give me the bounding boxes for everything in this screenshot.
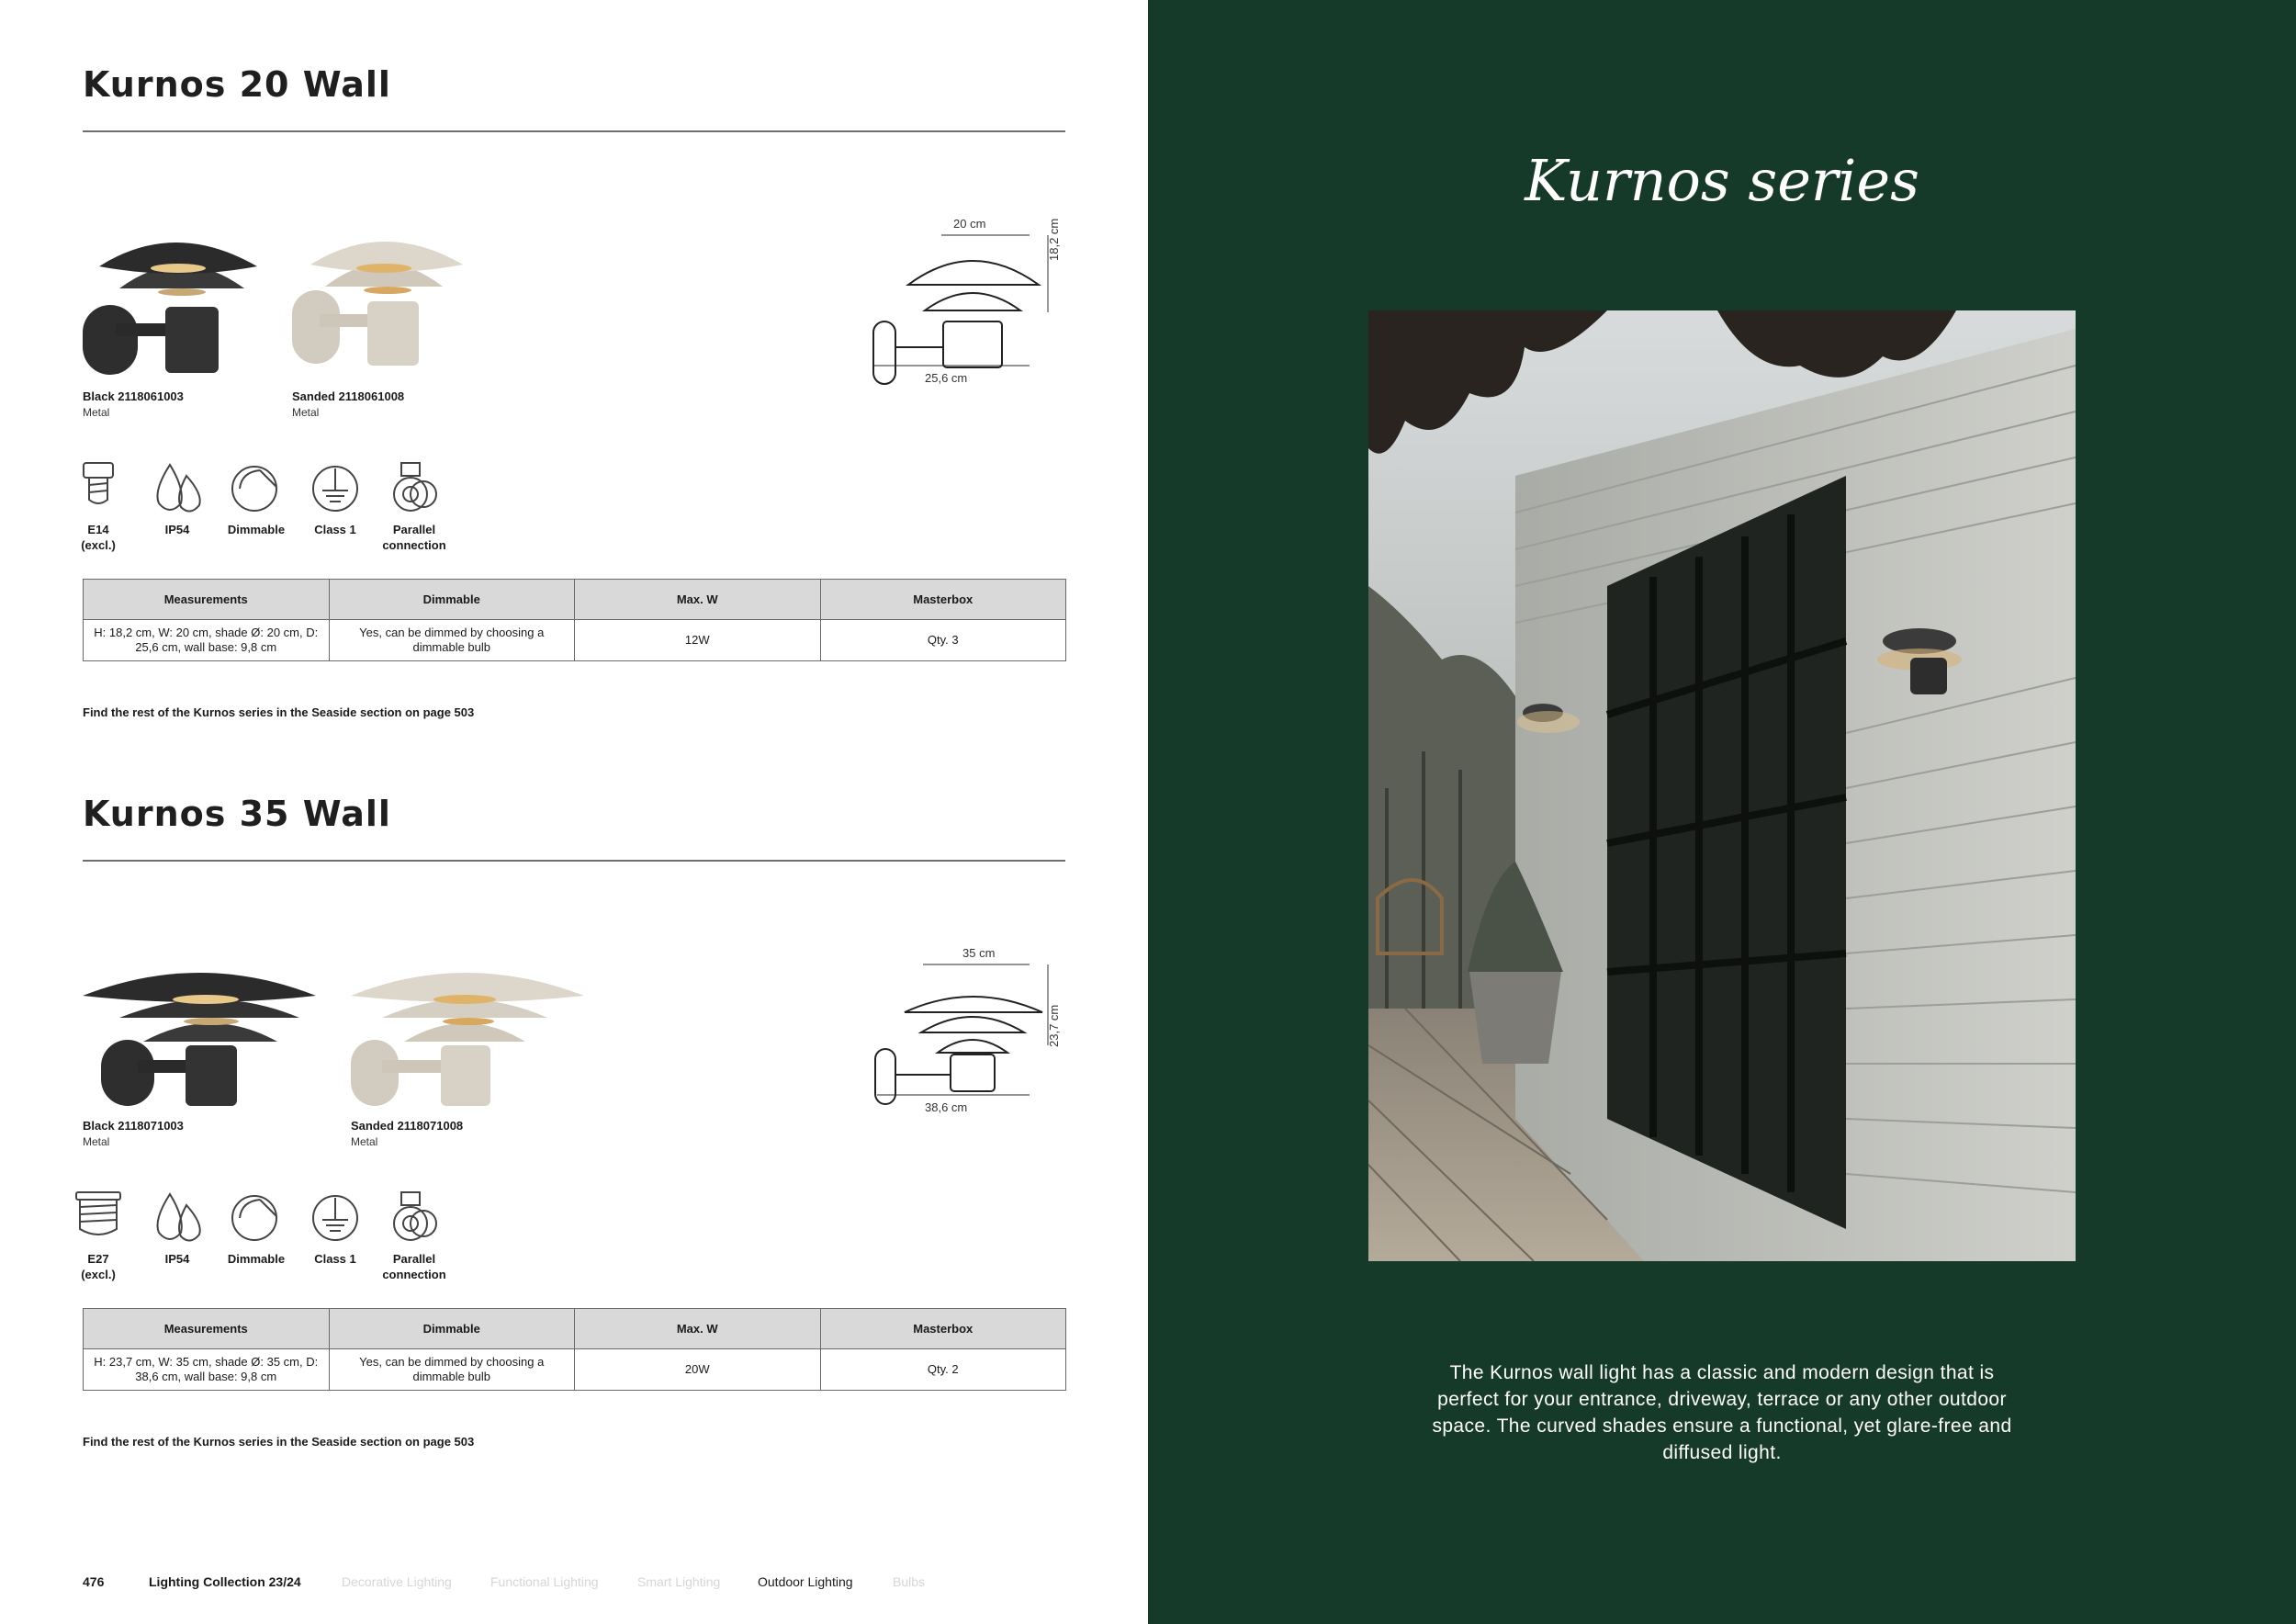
collection-name: Lighting Collection 23/24 xyxy=(149,1574,301,1589)
dimension-depth: 25,6 cm xyxy=(925,371,968,385)
product-section-kurnos-35 xyxy=(83,794,1065,1449)
series-title: Kurnos series xyxy=(1525,147,1919,214)
feature-label: Parallel connection xyxy=(382,1252,446,1281)
table-row xyxy=(84,620,1066,661)
product-variants xyxy=(83,217,1065,463)
table-cell: H: 18,2 cm, W: 20 cm, shade Ø: 20 cm, D: 25,6 cm, wall base: 9,8 cm xyxy=(84,620,330,661)
product-black[interactable] xyxy=(83,224,266,419)
line-drawing xyxy=(868,948,1070,1122)
product-material: Metal xyxy=(292,406,320,419)
product-variants xyxy=(83,946,1065,1192)
series-note: Find the rest of the Kurnos series in the Seaside section on page 503 xyxy=(83,1435,475,1449)
e14-bulb-icon xyxy=(71,459,126,518)
feature-label: Dimmable xyxy=(227,523,286,536)
dimension-drawing xyxy=(868,948,1070,1122)
line-drawing xyxy=(868,219,1070,393)
table-header: Masterbox xyxy=(820,580,1066,620)
section-title: Kurnos 20 Wall xyxy=(83,64,391,105)
page-number: 476 xyxy=(83,1574,105,1589)
feature-icons xyxy=(83,1189,1065,1308)
class-1-icon xyxy=(308,1189,363,1247)
product-code: Sanded 2118071008 xyxy=(351,1119,464,1133)
dimension-depth: 38,6 cm xyxy=(925,1100,968,1114)
lamp-black-image xyxy=(83,953,321,1111)
dimension-width: 20 cm xyxy=(953,217,986,231)
feature-socket xyxy=(57,459,140,553)
lifestyle-photo xyxy=(1368,310,2076,1261)
feature-label: Class 1 xyxy=(314,1252,356,1266)
product-section-kurnos-20 xyxy=(83,64,1065,719)
table-cell: 12W xyxy=(575,620,821,661)
table-header: Masterbox xyxy=(820,1309,1066,1349)
table-cell: Qty. 3 xyxy=(820,620,1066,661)
table-header: Measurements xyxy=(84,1309,330,1349)
ip54-drops-icon xyxy=(150,1189,205,1247)
dimmable-icon xyxy=(229,1189,284,1247)
dimmable-icon xyxy=(229,459,284,518)
feature-dimmable xyxy=(215,1189,298,1267)
spec-table xyxy=(83,1308,1066,1391)
title-divider xyxy=(83,860,1065,862)
house-exterior-image xyxy=(1368,310,2076,1261)
footer-nav-decorative[interactable]: Decorative Lighting xyxy=(342,1574,452,1589)
table-cell: Qty. 2 xyxy=(820,1349,1066,1391)
lamp-sanded-image xyxy=(292,224,476,382)
table-header: Max. W xyxy=(575,1309,821,1349)
table-cell: 20W xyxy=(575,1349,821,1391)
spec-table xyxy=(83,579,1066,661)
table-header-row xyxy=(84,580,1066,620)
footer-nav-functional[interactable]: Functional Lighting xyxy=(490,1574,599,1589)
feature-parallel xyxy=(373,459,456,553)
feature-label: IP54 xyxy=(164,1252,190,1266)
title-divider xyxy=(83,130,1065,132)
table-header: Dimmable xyxy=(329,580,575,620)
feature-label: E14 (excl.) xyxy=(81,523,116,552)
series-note: Find the rest of the Kurnos series in the Seaside section on page 503 xyxy=(83,705,475,719)
lamp-black-image xyxy=(83,224,266,382)
series-description: The Kurnos wall light has a classic and modern design that is perfect for your entrance, driveway, terrace or any other outdoor space. The curved shades ensure a functional, yet glare-free and diffused light. xyxy=(1432,1362,2012,1463)
table-header: Max. W xyxy=(575,580,821,620)
e27-bulb-icon xyxy=(71,1189,126,1247)
footer-nav-bulbs[interactable]: Bulbs xyxy=(893,1574,926,1589)
product-material: Metal xyxy=(83,1135,110,1148)
parallel-connection-icon xyxy=(387,1189,442,1247)
right-page xyxy=(1148,0,2296,1624)
product-material: Metal xyxy=(351,1135,378,1148)
product-material: Metal xyxy=(83,406,110,419)
table-header: Measurements xyxy=(84,580,330,620)
table-header-row xyxy=(84,1309,1066,1349)
product-code: Sanded 2118061008 xyxy=(292,389,405,403)
dimension-width: 35 cm xyxy=(962,946,996,960)
feature-socket xyxy=(57,1189,140,1282)
parallel-connection-icon xyxy=(387,459,442,518)
ip54-drops-icon xyxy=(150,459,205,518)
table-cell: Yes, can be dimmed by choosing a dimmable bulb xyxy=(329,1349,575,1391)
feature-label: Class 1 xyxy=(314,523,356,536)
class-1-icon xyxy=(308,459,363,518)
product-sanded[interactable] xyxy=(292,224,476,419)
dimension-height: 18,2 cm xyxy=(1047,218,1061,261)
product-sanded[interactable] xyxy=(351,953,590,1148)
table-row xyxy=(84,1349,1066,1391)
footer-nav-smart[interactable]: Smart Lighting xyxy=(637,1574,721,1589)
product-black[interactable] xyxy=(83,953,321,1148)
feature-class xyxy=(294,459,377,537)
table-header: Dimmable xyxy=(329,1309,575,1349)
feature-class xyxy=(294,1189,377,1267)
feature-label: E27 (excl.) xyxy=(81,1252,116,1281)
feature-label: IP54 xyxy=(164,523,190,536)
product-code: Black 2118061003 xyxy=(83,389,184,403)
section-title: Kurnos 35 Wall xyxy=(83,794,391,834)
product-code: Black 2118071003 xyxy=(83,1119,184,1133)
dimension-drawing xyxy=(868,219,1070,393)
feature-label: Parallel connection xyxy=(382,523,446,552)
feature-ip xyxy=(136,1189,219,1267)
dimension-height: 23,7 cm xyxy=(1047,1004,1061,1047)
footer-nav-outdoor[interactable]: Outdoor Lighting xyxy=(758,1574,853,1589)
table-cell: H: 23,7 cm, W: 35 cm, shade Ø: 35 cm, D: 38,6 cm, wall base: 9,8 cm xyxy=(84,1349,330,1391)
feature-dimmable xyxy=(215,459,298,537)
feature-ip xyxy=(136,459,219,537)
feature-parallel xyxy=(373,1189,456,1282)
feature-icons xyxy=(83,459,1065,579)
feature-label: Dimmable xyxy=(227,1252,286,1266)
lamp-sanded-image xyxy=(351,953,590,1111)
table-cell: Yes, can be dimmed by choosing a dimmable bulb xyxy=(329,620,575,661)
